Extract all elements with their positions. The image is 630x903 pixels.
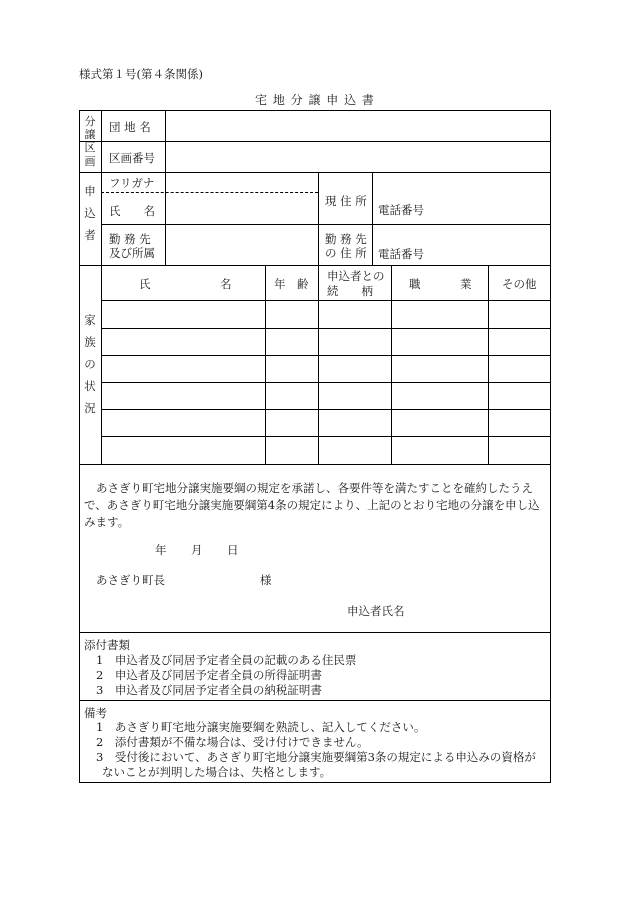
- attachment-item: 1 申込者及び同居予定者全員の記載のある住民票: [96, 653, 357, 667]
- furigana-label: フリガナ: [109, 176, 155, 190]
- phone-label-home: 電話番号: [378, 203, 424, 217]
- col-header-relation-line2: 続 柄: [327, 284, 373, 298]
- phone-label-work: 電話番号: [378, 247, 424, 261]
- danchi-label: 団 地 名: [109, 120, 151, 134]
- column-divider: [265, 265, 266, 464]
- date-day-label: 日: [227, 543, 239, 557]
- workplace-label-line2: 及び所属: [109, 246, 155, 260]
- work-address-label-line2: の 住 所: [325, 246, 367, 260]
- row-divider: [79, 700, 551, 701]
- notes-list: [96, 720, 536, 780]
- row-divider: [101, 300, 551, 301]
- column-divider: [318, 265, 319, 464]
- row-divider: [101, 355, 551, 356]
- lot-section-header: 分譲区画: [84, 115, 96, 168]
- attachment-item: 3 申込者及び同居予定者全員の納税証明書: [96, 683, 322, 697]
- col-header-job-1: 職: [409, 277, 421, 291]
- workplace-label-line1: 勤 務 先: [109, 232, 151, 246]
- danchi-field[interactable]: [166, 114, 550, 140]
- column-divider: [372, 172, 373, 265]
- attachments-heading: 添付書類: [84, 638, 130, 652]
- note-item: 1 あさぎり町宅地分譲実施要綱を熟読し、記入してください。: [96, 720, 426, 734]
- column-divider: [101, 110, 102, 464]
- row-divider: [101, 328, 551, 329]
- applicant-section-header: 申込者: [84, 184, 96, 242]
- col-header-other: その他: [502, 277, 537, 291]
- row-divider: [101, 224, 551, 225]
- row-divider: [101, 409, 551, 410]
- row-divider: [79, 265, 551, 266]
- col-header-age: 年 齢: [274, 277, 309, 291]
- consent-statement: あさぎり町宅地分譲実施要綱の規定を承諾し、各要件等を満たすことを確約したうえで、あさぎり町宅地分譲実施要綱第4条の規定により、上記のとおり宅地の分譲を申し込みます。: [84, 481, 540, 529]
- note-item: ないことが判明した場合は、失格とします。: [102, 765, 332, 779]
- row-divider: [79, 172, 551, 173]
- date-month-label: 月: [191, 543, 203, 557]
- work-address-label-line1: 勤 務 先: [325, 232, 367, 246]
- honorific-label: 様: [260, 573, 272, 587]
- note-item: 2 添付書類が不備な場合は、受け付けできません。: [96, 735, 369, 749]
- col-header-relation-line1: 申込者との: [327, 269, 385, 283]
- document-title: 宅 地 分 譲 申 込 書: [255, 93, 375, 107]
- notes-heading: 備考: [84, 706, 107, 720]
- col-header-name-family: 氏: [139, 277, 151, 291]
- name-label: 氏 名: [109, 204, 155, 218]
- row-divider: [79, 632, 551, 633]
- attachment-item: 2 申込者及び同居予定者全員の所得証明書: [96, 668, 322, 682]
- address-label: 現 住 所: [325, 194, 367, 208]
- kukaku-label: 区画番号: [109, 151, 155, 165]
- addressee-label: あさぎり町長: [96, 573, 165, 587]
- furigana-divider: [101, 192, 318, 193]
- column-divider: [318, 172, 319, 265]
- row-divider: [79, 141, 551, 142]
- kukaku-field[interactable]: [166, 143, 550, 171]
- row-divider: [101, 436, 551, 437]
- row-divider: [101, 382, 551, 383]
- col-header-job-2: 業: [460, 277, 472, 291]
- date-year-label: 年: [155, 543, 167, 557]
- col-header-name-given: 名: [220, 277, 232, 291]
- column-divider: [391, 265, 392, 464]
- form-number-label: 様式第１号(第４条関係): [79, 67, 203, 81]
- applicant-signature-label: 申込者氏名: [347, 604, 405, 618]
- row-divider: [79, 464, 551, 465]
- column-divider: [488, 265, 489, 464]
- family-section-header: 家族の状況: [84, 313, 96, 415]
- attachments-list: [96, 653, 356, 698]
- note-item: 3 受付後において、あさぎり町宅地分譲実施要綱第3条の規定による申込みの資格が: [96, 750, 536, 764]
